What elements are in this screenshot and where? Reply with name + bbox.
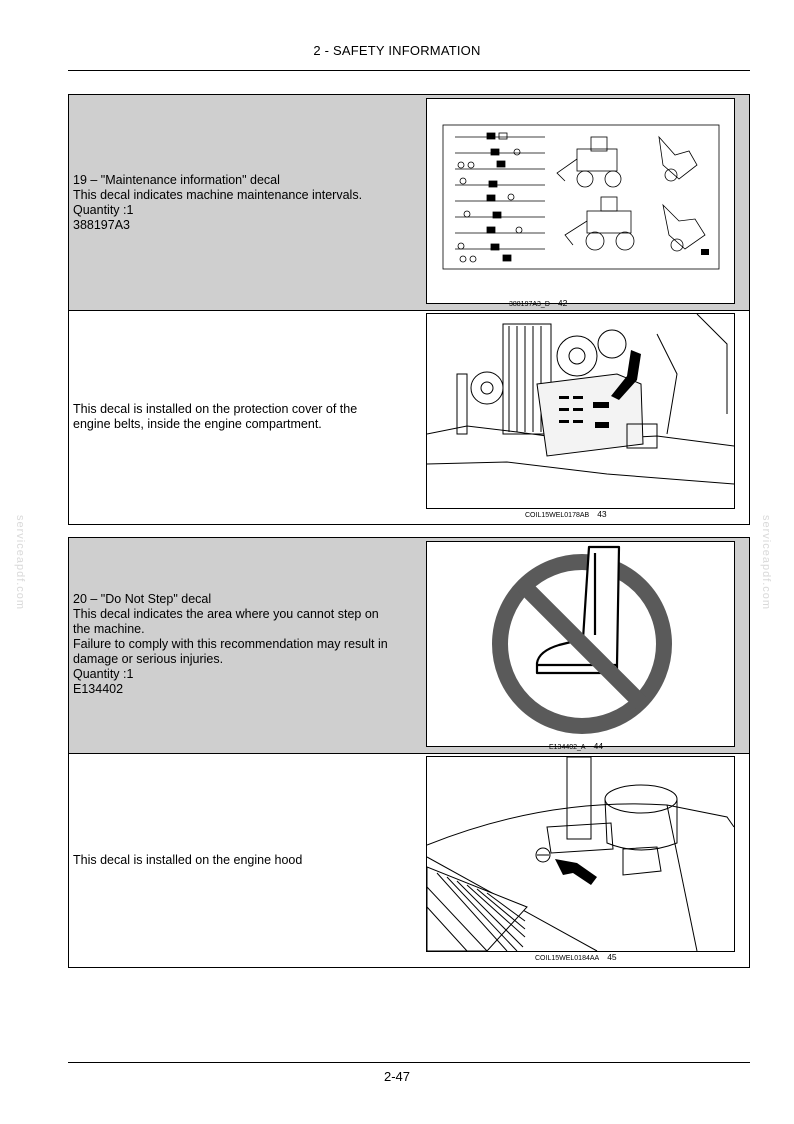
figure-43-code: COIL15WEL0178AB bbox=[525, 512, 590, 519]
figure-45-number: 45 bbox=[607, 952, 617, 962]
watermark-left: serviceapdf.com bbox=[14, 515, 26, 611]
decal-19-purpose: This decal indicates machine maintenance intervals. bbox=[73, 188, 363, 202]
figure-43-number: 43 bbox=[597, 509, 607, 519]
figure-42-caption bbox=[509, 298, 567, 308]
page-number: 2-47 bbox=[383, 1069, 411, 1084]
header-rule bbox=[68, 70, 750, 71]
decal-19-location-row bbox=[69, 311, 749, 524]
decal-20-location-line: This decal is installed on the engine hood bbox=[73, 853, 303, 867]
decal-19-location-line-2: engine belts, inside the engine compartment. bbox=[73, 417, 322, 431]
watermark-right: serviceapdf.com bbox=[760, 515, 772, 611]
do-not-step-sign-image bbox=[426, 541, 735, 747]
figure-44-code: E134402_A bbox=[549, 744, 586, 751]
engine-hood-drawing bbox=[427, 757, 734, 951]
page-header-title: 2 - SAFETY INFORMATION bbox=[313, 43, 481, 58]
engine-hood-image bbox=[426, 756, 735, 952]
engine-compartment-drawing bbox=[427, 314, 734, 508]
maintenance-decal-drawing bbox=[427, 99, 734, 303]
decal-20-purpose-line-1: This decal indicates the area where you cannot step on bbox=[73, 607, 379, 621]
decal-20-warning-line-1: Failure to comply with this recommendation may result in bbox=[73, 637, 388, 651]
decal-19-quantity: Quantity :1 bbox=[73, 203, 134, 217]
decal-20-description-row bbox=[69, 538, 749, 754]
decal-20-warning-line-2: damage or serious injuries. bbox=[73, 652, 224, 666]
figure-42-code: 388197A3_D bbox=[509, 301, 550, 308]
figure-44-number: 44 bbox=[593, 741, 604, 751]
decal-19-text bbox=[73, 173, 418, 233]
decal-20-location-row bbox=[69, 754, 749, 967]
decal-19-description-row bbox=[69, 95, 749, 311]
figure-45-caption bbox=[535, 952, 617, 962]
decal-20-part-number: E134402 bbox=[73, 682, 124, 696]
figure-42-number: 42 bbox=[557, 298, 568, 308]
figure-44-caption bbox=[549, 741, 603, 751]
decal-19-block bbox=[68, 94, 750, 525]
engine-belts-cover-image bbox=[426, 313, 735, 509]
decal-20-title: 20 – "Do Not Step" decal bbox=[73, 592, 212, 606]
decal-19-location-line-1: This decal is installed on the protection cover of the bbox=[73, 402, 358, 416]
decal-20-text bbox=[73, 592, 418, 697]
maintenance-decal-image bbox=[426, 98, 735, 304]
decal-20-quantity: Quantity :1 bbox=[73, 667, 134, 681]
figure-43-caption bbox=[525, 509, 607, 519]
decal-19-location-text bbox=[73, 402, 418, 432]
figure-45-code: COIL15WEL0184AA bbox=[535, 955, 600, 962]
decal-20-purpose-line-2: the machine. bbox=[73, 622, 145, 636]
decal-19-part-number: 388197A3 bbox=[73, 218, 131, 232]
footer-rule bbox=[68, 1062, 750, 1063]
decal-20-location-text bbox=[73, 853, 418, 868]
do-not-step-symbol bbox=[427, 542, 734, 746]
decal-20-block bbox=[68, 537, 750, 968]
decal-19-title: 19 – "Maintenance information" decal bbox=[73, 173, 280, 187]
